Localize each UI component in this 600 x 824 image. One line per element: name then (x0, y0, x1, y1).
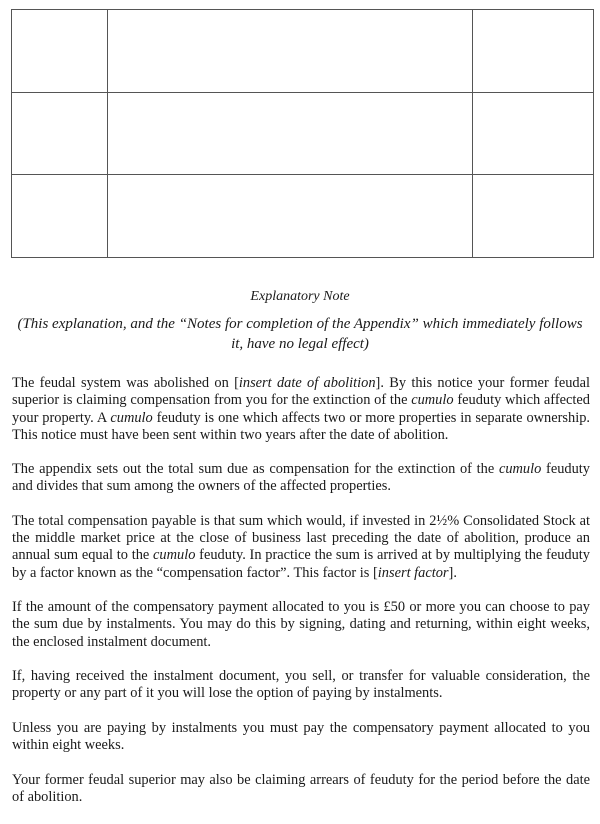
table-cell (12, 175, 108, 258)
paragraph-transfer: If, having received the instalment document, you sell, or transfer for valuable consideration, the property or any part of it you will lose the option of paying by instalments. (12, 667, 590, 702)
text-span: The appendix sets out the total sum due as compensation for the extinction of the (12, 461, 499, 478)
table-row (12, 175, 594, 258)
table-cell (473, 10, 594, 93)
table-cell (108, 10, 473, 93)
explanatory-note-title: Explanatory Note (250, 289, 350, 304)
placeholder-date-of-abolition: insert date of abolition (238, 375, 376, 391)
text-span: feuduty. In practice the sum is arrived at by multiplying the feuduty by a factor known as the “compensation factor”. This factor is [ (12, 547, 590, 581)
text-span: The feudal system was abolished on [ (12, 375, 239, 391)
table-row (12, 92, 594, 175)
table-cell (473, 175, 594, 258)
term-cumulo: cumulo (153, 547, 196, 564)
term-cumulo: cumulo (498, 461, 542, 478)
text-span: The total compensation payable is that sum which would, if invested in 2½% Consolidated Stock at the middle market price at the close of business last preceding the date of abolition, produce an annual sum equal to the (12, 512, 590, 564)
paragraph-payment-deadline: Unless you are paying by instalments you must pay the compensatory payment allocated to you within eight weeks. (12, 719, 590, 754)
explanatory-note-subtitle: (This explanation, and the “Notes for completion of the Appendix” which immediately follows it, have no legal effect) (17, 316, 583, 352)
table-row (12, 10, 594, 93)
text-span: feuduty and divides that sum among the owners of the affected properties. (12, 461, 590, 495)
paragraph-compensation (12, 513, 590, 582)
text-span: ]. By this notice your former feudal superior is claiming compensation from you for the extinction of the (12, 375, 591, 409)
placeholder-factor: insert factor (377, 564, 449, 581)
text-span: ]. (448, 564, 457, 581)
paragraph-appendix (12, 461, 590, 496)
paragraph-instalments: If the amount of the compensatory payment allocated to you is £50 or more you can choose to pay the sum due by instalments. You may do this by signing, dating and returning, within eight weeks, the enclosed instalment document. (12, 598, 590, 650)
table-cell (12, 92, 108, 175)
term-cumulo: cumulo (411, 392, 454, 409)
table-cell (108, 175, 473, 258)
table-cell (108, 92, 473, 175)
table-cell (12, 10, 108, 93)
term-cumulo: cumulo (110, 409, 153, 426)
appendix-table (11, 9, 594, 258)
table-cell (473, 92, 594, 175)
text-span: feuduty is one which affects two or more properties in separate ownership. This notice must have been sent within two years after the date of abolition. (12, 409, 590, 443)
text-span: feuduty which affected your property. A (12, 392, 590, 426)
paragraph-abolition (12, 375, 590, 444)
paragraph-arrears: Your former feudal superior may also be claiming arrears of feuduty for the period before the date of abolition. (12, 771, 590, 805)
explanatory-note-body (12, 375, 590, 824)
